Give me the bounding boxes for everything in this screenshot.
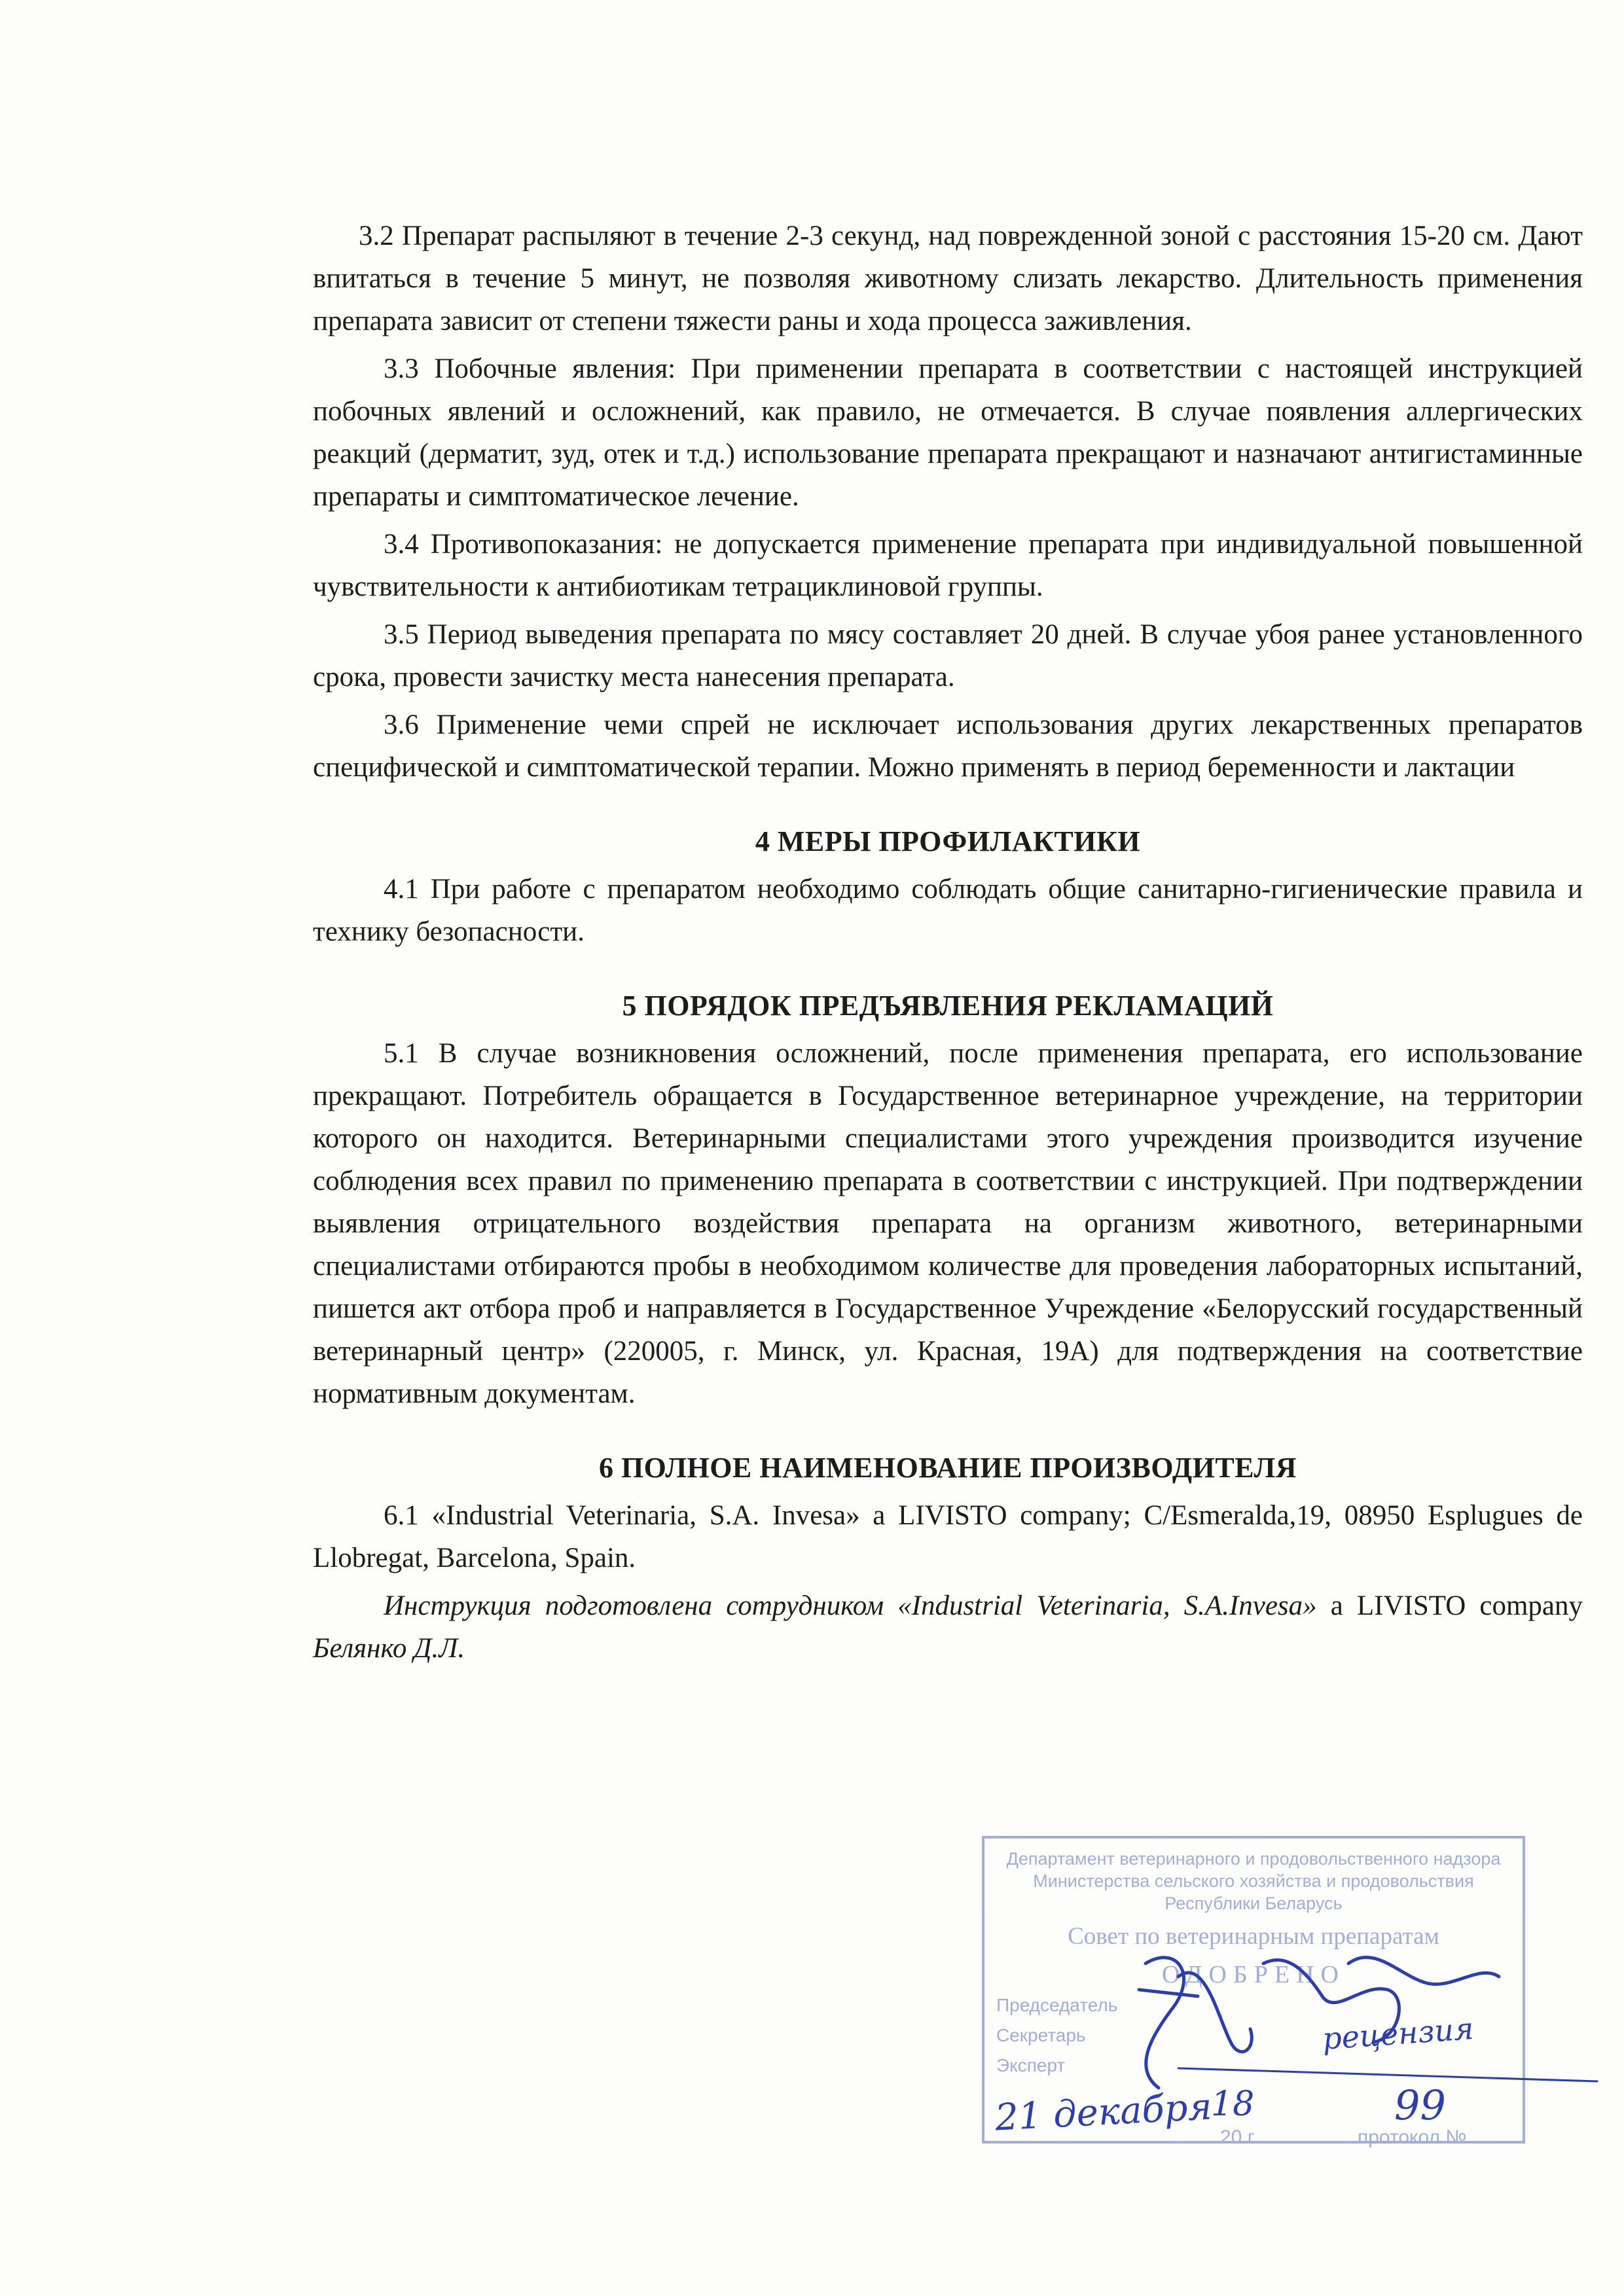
stamp-authority: Департамент ветеринарного и продовольственного надзора Министерства сельского хозяйства и продовольствия Республики Беларусь — [1006, 1849, 1501, 1913]
handwritten-date: 21 декабря — [994, 2085, 1214, 2140]
stamp-approved: ОДОБРЕНО — [1162, 1961, 1345, 1988]
stamp-council: Совет по ветеринарным препаратам — [1068, 1923, 1439, 1950]
handwritten-year: 18 — [1211, 2085, 1255, 2124]
stamp-date-suffix: 20 г. — [1220, 2126, 1258, 2148]
stamp-expert: Эксперт — [996, 2055, 1066, 2075]
paragraph-3-3: 3.3 Побочные явления: При применении препарата в соответствии с настоящей инструкцией побочных явлений и осложнений, как правило, не отмечается. В случае появления аллергических реакций (дерматит, зуд, отек и т.д.) использование препарата прекращают и назначают антигистаминные препараты и симптоматическое лечение. — [313, 353, 1583, 512]
signature-line-underscore — [1178, 2068, 1597, 2081]
document-body — [313, 215, 1583, 1675]
prepared-by-italic: Инструкция подготовлена сотрудником «Industrial Veterinaria, S.A.Invesa» — [384, 1590, 1317, 1621]
paragraph-5-1: 5.1 В случае возникновения осложнений, после применения препарата, его использование прекращают. Потребитель обращается в Государственное ветеринарное учреждение, на территории которого он находится. Ветеринарными специалистами этого учреждения производится изучение соблюдения всех правил по применению препарата в соответствии с инструкцией. При подтверждении выявления отрицательного воздействия препарата на организм животного, ветеринарными специалистами отбираются пробы в необходимом количестве для проведения лабораторных испытаний, пишется акт отбора проб и направляется в Государственное Учреждение «Белорусский государственный ветеринарный центр» (220005, г. Минск, ул. Красная, 19А) для подтверждения на соответствие нормативным документам. — [313, 1038, 1583, 1409]
paragraph-3-2: 3.2 Препарат распыляют в течение 2-3 секунд, над поврежденной зоной с расстояния 15-20 см. Дают впитаться в течение 5 минут, не позволяя животному слизать лекарство. Длительность применения препарата зависит от степени тяжести раны и хода процесса заживления. — [313, 221, 1583, 336]
section-heading-4: 4 МЕРЫ ПРОФИЛАКТИКИ — [755, 825, 1141, 857]
handwritten-note: рецензия — [1321, 2010, 1475, 2057]
prepared-by-company: a LIVISTO company — [1316, 1590, 1583, 1621]
section-heading-6: 6 ПОЛНОЕ НАИМЕНОВАНИЕ ПРОИЗВОДИТЕЛЯ — [598, 1452, 1297, 1484]
paragraph-6-1: 6.1 «Industrial Veterinaria, S.A. Invesa» a LIVISTO company; C/Esmeralda,19, 08950 Esplugues de Llobregat, Barcelona, Spain. — [313, 1500, 1583, 1573]
stamp-chairman: Председатель — [996, 1995, 1118, 2015]
paragraph-3-6: 3.6 Применение чеми спрей не исключает использования других лекарственных препаратов специфической и симптоматической терапии. Можно применять в период беременности и лактации — [313, 709, 1583, 783]
paragraph-3-4: 3.4 Противопоказания: не допускается применение препарата при индивидуальной повышенной чувствительности к антибиотикам тетрациклиновой группы. — [313, 529, 1583, 602]
paragraph-4-1: 4.1 При работе с препаратом необходимо соблюдать общие санитарно-гигиенические правила и технику безопасности. — [313, 874, 1583, 947]
prepared-by-name: Белянко Д.Л. — [313, 1633, 465, 1664]
stamp-secretary: Секретарь — [996, 2025, 1086, 2045]
prepared-by — [313, 1585, 1583, 1670]
stamp-protocol-label: протокол № — [1358, 2126, 1467, 2148]
paragraph-3-5: 3.5 Период выведения препарата по мясу составляет 20 дней. В случае убоя ранее установленного срока, провести зачистку места нанесения препарата. — [313, 619, 1583, 692]
section-heading-5: 5 ПОРЯДОК ПРЕДЪЯВЛЕНИЯ РЕКЛАМАЦИЙ — [622, 990, 1274, 1022]
handwritten-protocol-number: 99 — [1394, 2081, 1446, 2129]
